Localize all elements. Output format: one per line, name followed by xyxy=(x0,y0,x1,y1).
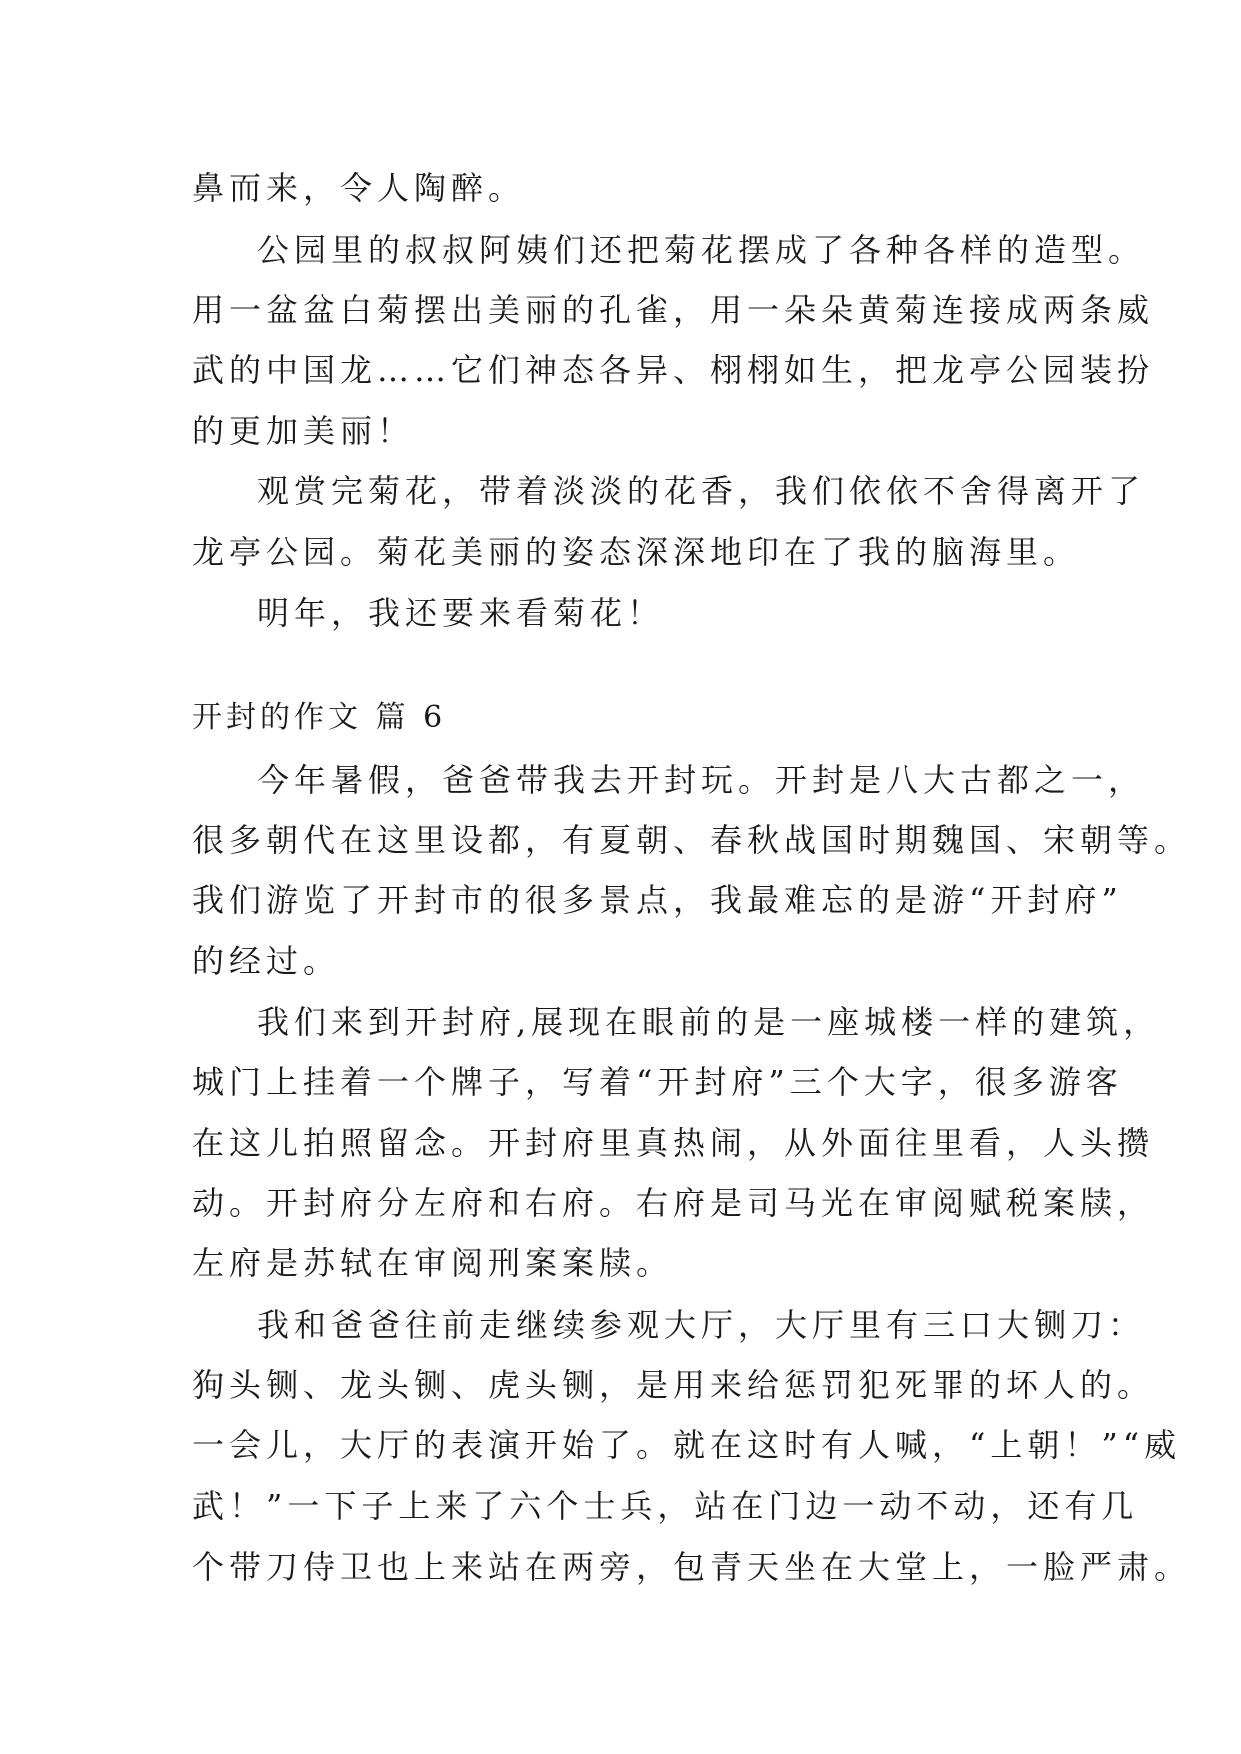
text-line: 鼻而来，令人陶醉。 xyxy=(192,169,526,207)
text-line: 一会儿，大厅的表演开始了。就在这时有人喊，“上朝！”“威 xyxy=(192,1426,1182,1464)
text-line: 公园里的叔叔阿姨们还把菊花摆成了各种各样的造型。 xyxy=(257,231,1146,269)
section-heading: 开封的作文 篇 6 xyxy=(192,700,447,735)
text-line: 我和爸爸往前走继续参观大厅，大厅里有三口大铡刀： xyxy=(257,1306,1146,1344)
text-line: 龙亭公园。菊花美丽的姿态深深地印在了我的脑海里。 xyxy=(192,533,1081,571)
text-line: 我们游览了开封市的很多景点，我最难忘的是游“开封府” xyxy=(192,881,1123,919)
text-line: 的更加美丽！ xyxy=(192,412,415,450)
text-line: 我们来到开封府,展现在眼前的是一座城楼一样的建筑， xyxy=(257,1003,1161,1041)
text-line: 动。开封府分左府和右府。右府是司马光在审阅赋税案牍， xyxy=(192,1184,1155,1222)
text-line: 用一盆盆白菊摆出美丽的孔雀，用一朵朵黄菊连接成两条威 xyxy=(192,291,1155,329)
text-line: 个带刀侍卫也上来站在两旁，包青天坐在大堂上，一脸严肃。 xyxy=(192,1548,1192,1586)
text-line: 在这儿拍照留念。开封府里真热闹，从外面往里看，人头攒 xyxy=(192,1124,1155,1162)
text-line: 左府是苏轼在审阅刑案案牍。 xyxy=(192,1244,674,1282)
text-line: 明年，我还要来看菊花！ xyxy=(257,594,665,632)
text-line: 很多朝代在这里设都，有夏朝、春秋战国时期魏国、宋朝等。 xyxy=(192,821,1192,859)
text-line: 武的中国龙……它们神态各异、栩栩如生，把龙亭公园装扮 xyxy=(192,351,1155,389)
text-line: 城门上挂着一个牌子，写着“开封府”三个大字，很多游客 xyxy=(192,1063,1123,1101)
text-line: 今年暑假，爸爸带我去开封玩。开封是八大古都之一， xyxy=(257,761,1146,799)
text-line: 的经过。 xyxy=(192,942,341,980)
text-line: 狗头铡、龙头铡、虎头铡，是用来给惩罚犯死罪的坏人的。 xyxy=(192,1366,1155,1404)
text-line: 武！”一下子上来了六个士兵，站在门边一动不动，还有几 xyxy=(192,1487,1139,1525)
text-line: 观赏完菊花，带着淡淡的花香，我们依依不舍得离开了 xyxy=(257,472,1146,510)
